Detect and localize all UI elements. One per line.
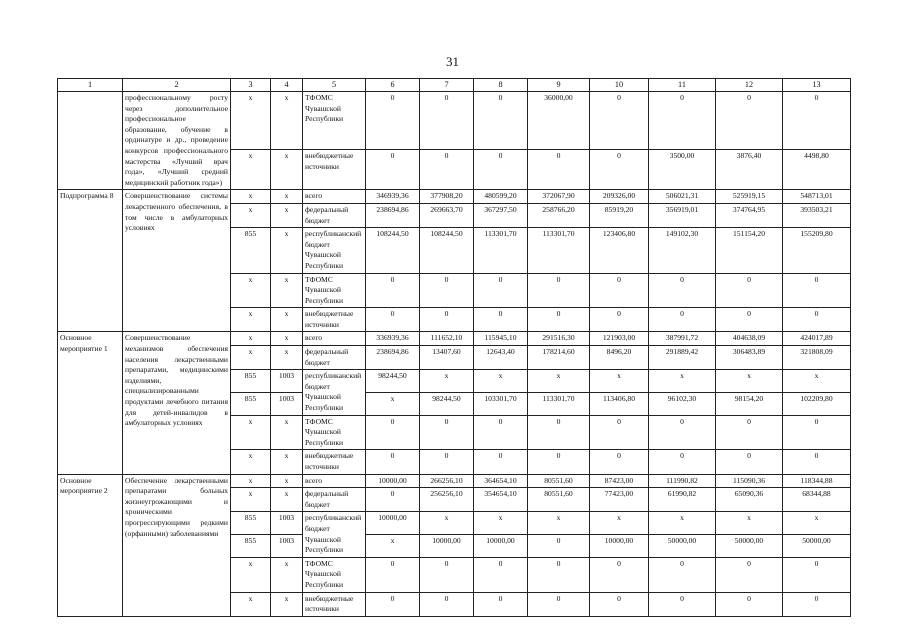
amount-cell: 80551,60 <box>528 488 590 512</box>
section-code-cell: 1003 <box>271 370 303 393</box>
table-header-row <box>58 79 851 92</box>
amount-cell: 0 <box>716 308 783 332</box>
amount-cell: 65090,36 <box>716 488 783 512</box>
amount-cell: х <box>783 370 851 393</box>
amount-cell: 0 <box>783 415 851 450</box>
amount-cell: 0 <box>649 92 716 150</box>
column-header: 9 <box>528 79 590 92</box>
amount-cell: 306483,89 <box>716 346 783 370</box>
amount-cell: 0 <box>716 273 783 308</box>
amount-cell: 0 <box>528 557 590 592</box>
section-code-cell: х <box>271 346 303 370</box>
funding-source-cell: всего <box>303 332 366 346</box>
amount-cell: 321808,09 <box>783 346 851 370</box>
funding-source-cell: федеральный бюджет <box>303 203 366 227</box>
funding-source-cell: федеральный бюджет <box>303 488 366 512</box>
section-code-cell: х <box>271 203 303 227</box>
amount-cell: 115945,10 <box>474 332 528 346</box>
amount-cell: 0 <box>366 308 420 332</box>
amount-cell: 0 <box>420 92 474 150</box>
amount-cell: 10000,00 <box>590 535 649 558</box>
page-number: 31 <box>446 54 459 69</box>
amount-cell: х <box>474 370 528 393</box>
amount-cell: 115090,36 <box>716 474 783 488</box>
program-name-cell: Подпрограмма 8 <box>58 190 123 332</box>
amount-cell: 80551,60 <box>528 474 590 488</box>
column-header: 11 <box>649 79 716 92</box>
amount-cell: 102209,80 <box>783 392 851 415</box>
amount-cell: 0 <box>528 273 590 308</box>
amount-cell: 336939,36 <box>366 332 420 346</box>
amount-cell: 238694,86 <box>366 203 420 227</box>
amount-cell: 113301,70 <box>528 228 590 273</box>
amount-cell: х <box>590 512 649 535</box>
amount-cell: 258766,20 <box>528 203 590 227</box>
section-code-cell: х <box>271 190 303 204</box>
funding-source-cell: всего <box>303 474 366 488</box>
grbs-code-cell: х <box>231 415 271 450</box>
amount-cell: 548713,01 <box>783 190 851 204</box>
amount-cell: 0 <box>716 557 783 592</box>
amount-cell: х <box>528 512 590 535</box>
funding-source-cell: внебюджетные источники <box>303 308 366 332</box>
table-row <box>58 332 851 346</box>
amount-cell: 0 <box>474 592 528 616</box>
amount-cell: 0 <box>366 592 420 616</box>
amount-cell: 0 <box>366 150 420 190</box>
amount-cell: 0 <box>649 415 716 450</box>
grbs-code-cell: х <box>231 474 271 488</box>
amount-cell: х <box>474 512 528 535</box>
column-header: 6 <box>366 79 420 92</box>
amount-cell: 36000,00 <box>528 92 590 150</box>
amount-cell: 108244,50 <box>420 228 474 273</box>
table-row <box>58 190 851 204</box>
program-name-cell <box>58 92 123 190</box>
amount-cell: 0 <box>528 592 590 616</box>
program-name-cell: Основное мероприятие 2 <box>58 474 123 616</box>
grbs-code-cell: х <box>231 557 271 592</box>
amount-cell: 0 <box>474 450 528 474</box>
amount-cell: 118344,88 <box>783 474 851 488</box>
amount-cell: 0 <box>590 92 649 150</box>
amount-cell: х <box>420 370 474 393</box>
amount-cell: 0 <box>590 592 649 616</box>
grbs-code-cell: х <box>231 92 271 150</box>
amount-cell: 0 <box>783 557 851 592</box>
amount-cell: 98244,50 <box>366 370 420 393</box>
amount-cell: 4498,80 <box>783 150 851 190</box>
section-code-cell: 1003 <box>271 512 303 535</box>
amount-cell: 0 <box>420 557 474 592</box>
amount-cell: 50000,00 <box>783 535 851 558</box>
grbs-code-cell: 855 <box>231 228 271 273</box>
program-description-cell: Совершенствование системы лекарственного обеспечения, в том числе в амбулаторных условиях <box>123 190 231 332</box>
amount-cell: 0 <box>474 557 528 592</box>
amount-cell: 0 <box>474 308 528 332</box>
amount-cell: 0 <box>649 273 716 308</box>
amount-cell: 113301,70 <box>474 228 528 273</box>
amount-cell: 3876,40 <box>716 150 783 190</box>
amount-cell: 10000,00 <box>420 535 474 558</box>
amount-cell: 377908,20 <box>420 190 474 204</box>
amount-cell: 178214,60 <box>528 346 590 370</box>
funding-source-cell: федеральный бюджет <box>303 346 366 370</box>
grbs-code-cell: х <box>231 332 271 346</box>
program-description-cell: Обеспечение лекарственными препаратами больных жизнеугрожающими и хроническими прогрессирующими редкими (орфанными) заболеваниями <box>123 474 231 616</box>
amount-cell: 0 <box>366 488 420 512</box>
amount-cell: 364654,10 <box>474 474 528 488</box>
amount-cell: 50000,00 <box>716 535 783 558</box>
amount-cell: 238694,86 <box>366 346 420 370</box>
amount-cell: 372067,90 <box>528 190 590 204</box>
amount-cell: 354654,10 <box>474 488 528 512</box>
amount-cell: х <box>716 370 783 393</box>
amount-cell: х <box>783 512 851 535</box>
amount-cell: 113301,70 <box>528 392 590 415</box>
amount-cell: 291889,42 <box>649 346 716 370</box>
section-code-cell: х <box>271 450 303 474</box>
funding-source-cell: внебюджетные источники <box>303 150 366 190</box>
amount-cell: 123406,80 <box>590 228 649 273</box>
amount-cell: 0 <box>366 92 420 150</box>
section-code-cell: 1003 <box>271 392 303 415</box>
amount-cell: 12643,40 <box>474 346 528 370</box>
amount-cell: 0 <box>420 308 474 332</box>
amount-cell: 0 <box>366 557 420 592</box>
column-header: 2 <box>123 79 231 92</box>
amount-cell: 121903,00 <box>590 332 649 346</box>
amount-cell: 98154,20 <box>716 392 783 415</box>
amount-cell: 50000,00 <box>649 535 716 558</box>
funding-source-cell: республиканский бюджет Чувашской Республики <box>303 370 366 415</box>
amount-cell: 108244,50 <box>366 228 420 273</box>
amount-cell: 0 <box>366 450 420 474</box>
amount-cell: 0 <box>528 535 590 558</box>
program-funding-table <box>57 78 851 617</box>
section-code-cell: х <box>271 592 303 616</box>
table-row <box>58 92 851 150</box>
amount-cell: 0 <box>590 450 649 474</box>
amount-cell: 0 <box>649 450 716 474</box>
section-code-cell: х <box>271 488 303 512</box>
amount-cell: 0 <box>474 273 528 308</box>
amount-cell: 0 <box>783 92 851 150</box>
grbs-code-cell: х <box>231 203 271 227</box>
grbs-code-cell: х <box>231 190 271 204</box>
amount-cell: 0 <box>528 450 590 474</box>
amount-cell: 0 <box>783 308 851 332</box>
grbs-code-cell: х <box>231 308 271 332</box>
column-header: 13 <box>783 79 851 92</box>
amount-cell: 0 <box>590 557 649 592</box>
amount-cell: 367297,50 <box>474 203 528 227</box>
amount-cell: 10000,00 <box>366 474 420 488</box>
program-description-cell: Совершенствование механизмов обеспечения населения лекарственными препаратами, медицинскими изделиями, специализированными продуктами лечебного питания для детей-инвалидов в амбулаторных условиях <box>123 332 231 474</box>
column-header: 10 <box>590 79 649 92</box>
amount-cell: 0 <box>649 592 716 616</box>
amount-cell: 393503,21 <box>783 203 851 227</box>
amount-cell: 103301,70 <box>474 392 528 415</box>
funding-source-cell: республиканский бюджет Чувашской Республики <box>303 512 366 557</box>
amount-cell: 291516,30 <box>528 332 590 346</box>
amount-cell: 0 <box>474 92 528 150</box>
section-code-cell: х <box>271 474 303 488</box>
amount-cell: 96102,30 <box>649 392 716 415</box>
amount-cell: 0 <box>649 557 716 592</box>
amount-cell: х <box>649 512 716 535</box>
amount-cell: х <box>528 370 590 393</box>
amount-cell: 10000,00 <box>366 512 420 535</box>
amount-cell: 346939,36 <box>366 190 420 204</box>
amount-cell: 68344,88 <box>783 488 851 512</box>
amount-cell: 0 <box>716 450 783 474</box>
amount-cell: 506021,31 <box>649 190 716 204</box>
amount-cell: х <box>366 392 420 415</box>
amount-cell: 149102,30 <box>649 228 716 273</box>
amount-cell: 0 <box>783 592 851 616</box>
grbs-code-cell: 855 <box>231 512 271 535</box>
grbs-code-cell: 855 <box>231 535 271 558</box>
amount-cell: 0 <box>716 592 783 616</box>
funding-source-cell: всего <box>303 190 366 204</box>
amount-cell: 111652,10 <box>420 332 474 346</box>
amount-cell: 0 <box>474 150 528 190</box>
funding-source-cell: ТФОМС Чувашской Республики <box>303 273 366 308</box>
amount-cell: 256256,10 <box>420 488 474 512</box>
amount-cell: 0 <box>716 415 783 450</box>
amount-cell: 387991,72 <box>649 332 716 346</box>
section-code-cell: х <box>271 150 303 190</box>
section-code-cell: х <box>271 557 303 592</box>
funding-source-cell: внебюджетные источники <box>303 450 366 474</box>
grbs-code-cell: х <box>231 273 271 308</box>
amount-cell: 77423,00 <box>590 488 649 512</box>
program-description-cell: профессиональному росту через дополнительное профессиональное образование, обучение в ординатуре и др., проведение конкурсов профессионального мастерства «Лучший врач года», «Лучший средний медицинский работник года») <box>123 92 231 190</box>
amount-cell: 0 <box>366 415 420 450</box>
amount-cell: 13407,60 <box>420 346 474 370</box>
amount-cell: 0 <box>783 450 851 474</box>
amount-cell: х <box>366 535 420 558</box>
amount-cell: 0 <box>366 273 420 308</box>
amount-cell: 356919,01 <box>649 203 716 227</box>
funding-source-cell: ТФОМС Чувашской Республики <box>303 557 366 592</box>
section-code-cell: х <box>271 415 303 450</box>
amount-cell: 525919,15 <box>716 190 783 204</box>
funding-source-cell: ТФОМС Чувашской Республики <box>303 415 366 450</box>
amount-cell: 374764,95 <box>716 203 783 227</box>
amount-cell: 0 <box>528 415 590 450</box>
grbs-code-cell: х <box>231 450 271 474</box>
amount-cell: 266256,10 <box>420 474 474 488</box>
section-code-cell: х <box>271 273 303 308</box>
amount-cell: 480599,20 <box>474 190 528 204</box>
amount-cell: х <box>590 370 649 393</box>
amount-cell: 61990,82 <box>649 488 716 512</box>
program-name-cell: Основное мероприятие 1 <box>58 332 123 474</box>
amount-cell: 0 <box>783 273 851 308</box>
section-code-cell: 1003 <box>271 535 303 558</box>
amount-cell: х <box>716 512 783 535</box>
amount-cell: 85919,20 <box>590 203 649 227</box>
column-header: 1 <box>58 79 123 92</box>
column-header: 8 <box>474 79 528 92</box>
amount-cell: 269663,70 <box>420 203 474 227</box>
table-row <box>58 474 851 488</box>
grbs-code-cell: х <box>231 592 271 616</box>
grbs-code-cell: х <box>231 150 271 190</box>
amount-cell: 151154,20 <box>716 228 783 273</box>
amount-cell: 0 <box>420 273 474 308</box>
grbs-code-cell: 855 <box>231 392 271 415</box>
column-header: 4 <box>271 79 303 92</box>
amount-cell: 0 <box>590 308 649 332</box>
amount-cell: 0 <box>590 415 649 450</box>
amount-cell: 0 <box>649 308 716 332</box>
funding-source-cell: ТФОМС Чувашской Республики <box>303 92 366 150</box>
amount-cell: 113406,80 <box>590 392 649 415</box>
amount-cell: 0 <box>716 92 783 150</box>
amount-cell: 98244,50 <box>420 392 474 415</box>
amount-cell: 0 <box>420 450 474 474</box>
grbs-code-cell: х <box>231 346 271 370</box>
section-code-cell: х <box>271 228 303 273</box>
amount-cell: 0 <box>528 150 590 190</box>
column-header: 3 <box>231 79 271 92</box>
amount-cell: 404638,09 <box>716 332 783 346</box>
amount-cell: х <box>420 512 474 535</box>
amount-cell: 8496,20 <box>590 346 649 370</box>
funding-source-cell: республиканский бюджет Чувашской Республики <box>303 228 366 273</box>
section-code-cell: х <box>271 92 303 150</box>
amount-cell: 0 <box>528 308 590 332</box>
amount-cell: х <box>649 370 716 393</box>
amount-cell: 3500,00 <box>649 150 716 190</box>
amount-cell: 155209,80 <box>783 228 851 273</box>
funding-source-cell: внебюджетные источники <box>303 592 366 616</box>
amount-cell: 0 <box>420 592 474 616</box>
column-header: 7 <box>420 79 474 92</box>
amount-cell: 0 <box>590 150 649 190</box>
amount-cell: 209326,00 <box>590 190 649 204</box>
amount-cell: 10000,00 <box>474 535 528 558</box>
column-header: 12 <box>716 79 783 92</box>
amount-cell: 424017,89 <box>783 332 851 346</box>
amount-cell: 0 <box>420 415 474 450</box>
section-code-cell: х <box>271 332 303 346</box>
grbs-code-cell: 855 <box>231 370 271 393</box>
amount-cell: 111990,82 <box>649 474 716 488</box>
amount-cell: 87423,00 <box>590 474 649 488</box>
amount-cell: 0 <box>420 150 474 190</box>
amount-cell: 0 <box>590 273 649 308</box>
grbs-code-cell: х <box>231 488 271 512</box>
amount-cell: 0 <box>474 415 528 450</box>
section-code-cell: х <box>271 308 303 332</box>
column-header: 5 <box>303 79 366 92</box>
